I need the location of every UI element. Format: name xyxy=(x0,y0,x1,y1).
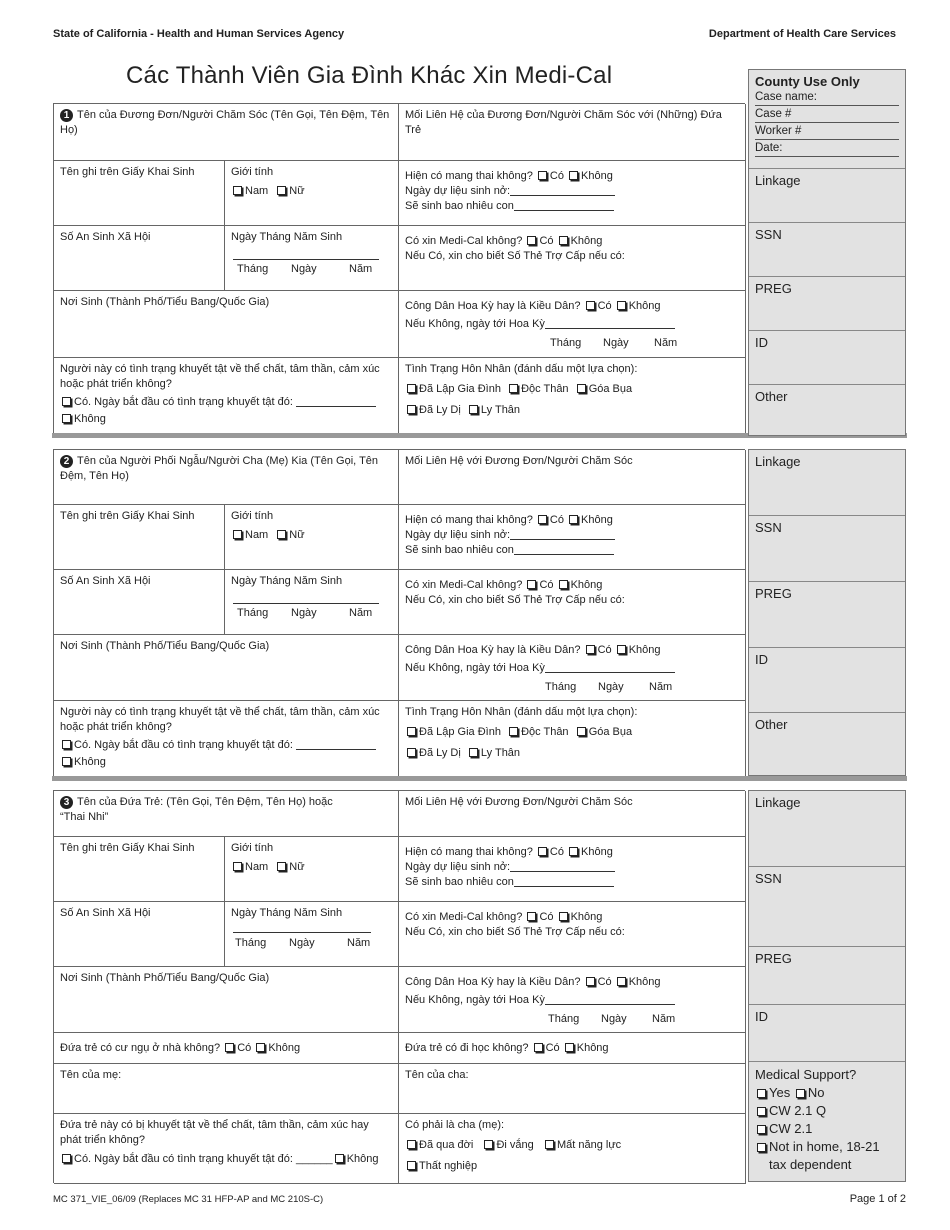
apply-medical-label: Có xin Medi-Cal không? xyxy=(405,235,523,247)
section-1 xyxy=(53,103,745,435)
gender-label: Giới tính xyxy=(231,842,274,854)
ssn-box[interactable] xyxy=(749,223,905,277)
gender-label: Giới tính xyxy=(231,166,274,178)
pregnant-no-checkbox[interactable] xyxy=(569,847,578,856)
single-label: Độc Thân xyxy=(521,383,569,395)
divorced-checkbox[interactable] xyxy=(407,405,416,414)
citizen-label: Công Dân Hoa Kỳ hay là Kiều Dân? xyxy=(405,976,581,988)
county-use-panel xyxy=(748,69,906,436)
pregnancy-field xyxy=(399,505,746,570)
linkage-label: Linkage xyxy=(755,795,801,810)
birthplace-label: Nơi Sinh (Thành Phố/Tiểu Bang/Quốc Gia) xyxy=(60,972,270,984)
month-label: Tháng xyxy=(548,1013,580,1025)
applicant-name-label: Tên của Đương Đơn/Người Chăm Sóc (Tên Gọi, Tên Đệm, Tên Họ) xyxy=(60,109,390,136)
county-use-panel-3 xyxy=(748,790,906,1182)
pregnant-label: Hiện có mang thai không? xyxy=(405,514,533,526)
father-name-field[interactable] xyxy=(399,1064,746,1114)
apply-no-checkbox[interactable] xyxy=(559,236,568,245)
pregnant-yes-checkbox[interactable] xyxy=(538,515,547,524)
dob-label: Ngày Tháng Năm Sinh xyxy=(231,575,343,587)
child-name-field[interactable] xyxy=(54,791,399,837)
medical-no-label: No xyxy=(807,1085,825,1100)
cw21q-label: CW 2.1 Q xyxy=(769,1103,827,1118)
male-label: Nam xyxy=(245,529,269,541)
id-box[interactable] xyxy=(749,331,905,385)
section-number-2: 2 xyxy=(60,455,73,468)
section-3 xyxy=(53,790,745,1183)
divorced-label: Đã Ly Dị xyxy=(419,747,461,759)
pregnant-label: Hiện có mang thai không? xyxy=(405,170,533,182)
year-label: Năm xyxy=(347,937,371,949)
separated-checkbox[interactable] xyxy=(469,748,478,757)
day-label: Ngày xyxy=(289,937,315,949)
dob-label: Ngày Tháng Năm Sinh xyxy=(231,231,343,243)
ssn-label: SSN xyxy=(755,871,782,886)
dob-line xyxy=(233,259,379,260)
no-label: Không xyxy=(346,1153,379,1165)
day-label: Ngày xyxy=(598,681,624,693)
gender-field xyxy=(225,505,399,570)
school-yes-checkbox[interactable] xyxy=(534,1043,543,1052)
dob-field[interactable] xyxy=(225,570,399,635)
dob-line xyxy=(233,932,371,933)
citizen-no-checkbox[interactable] xyxy=(617,977,626,986)
birthplace-field[interactable] xyxy=(54,635,399,701)
widowed-checkbox[interactable] xyxy=(577,384,586,393)
arrival-label: Nếu Không, ngày tới Hoa Kỳ xyxy=(405,662,545,674)
lives-home-no-checkbox[interactable] xyxy=(256,1043,265,1052)
citizen-yes-checkbox[interactable] xyxy=(586,301,595,310)
year-label: Năm xyxy=(349,607,373,619)
month-label: Tháng xyxy=(545,681,577,693)
other-box[interactable] xyxy=(749,385,905,437)
county-use-title: County Use Only xyxy=(755,74,860,89)
birthplace-label: Nơi Sinh (Thành Phố/Tiểu Bang/Quốc Gia) xyxy=(60,640,270,652)
lives-home-yes-checkbox[interactable] xyxy=(225,1043,234,1052)
no-label: Không xyxy=(628,976,661,988)
relation-label: Mối Liên Hệ của Đương Đơn/Người Chăm Sóc với (Những) Đứa Trẻ xyxy=(405,109,722,136)
pregnant-label: Hiện có mang thai không? xyxy=(405,846,533,858)
citizen-field xyxy=(399,967,746,1033)
married-label: Đã Lập Gia Đình xyxy=(419,726,501,738)
no-label: Không xyxy=(74,413,106,425)
male-label: Nam xyxy=(245,861,269,873)
single-label: Độc Thân xyxy=(521,726,569,738)
apply-medical-field xyxy=(399,902,746,967)
linkage-box[interactable] xyxy=(749,450,905,516)
no-label: Không xyxy=(570,235,603,247)
birthplace-field[interactable] xyxy=(54,967,399,1033)
apply-yes-checkbox[interactable] xyxy=(527,236,536,245)
apply-medical-label: Có xin Medi-Cal không? xyxy=(405,579,523,591)
benefit-card-label: Nếu Có, xin cho biết Số Thẻ Trợ Cấp nếu có: xyxy=(405,250,625,262)
single-checkbox[interactable] xyxy=(509,727,518,736)
yes-label: Có xyxy=(545,1042,560,1054)
citizen-no-checkbox[interactable] xyxy=(617,301,626,310)
marital-field xyxy=(399,358,746,436)
ssn-box[interactable] xyxy=(749,867,905,947)
page-title: Các Thành Viên Gia Đình Khác Xin Medi-Cal xyxy=(126,62,613,89)
pregnant-yes-checkbox[interactable] xyxy=(538,847,547,856)
school-no-checkbox[interactable] xyxy=(565,1043,574,1052)
child-disability-field xyxy=(54,1114,399,1184)
ssn-label: SSN xyxy=(755,520,782,535)
pregnant-no-checkbox[interactable] xyxy=(569,171,578,180)
day-label: Ngày xyxy=(291,607,317,619)
due-date-label: Ngày dự liệu sinh nở: xyxy=(405,861,511,873)
female-checkbox[interactable] xyxy=(277,530,286,539)
applicant-name-field[interactable] xyxy=(54,104,399,161)
id-box[interactable] xyxy=(749,648,905,713)
married-checkbox[interactable] xyxy=(407,727,416,736)
marital-field xyxy=(399,701,746,778)
no-label: Không xyxy=(576,1042,609,1054)
single-checkbox[interactable] xyxy=(509,384,518,393)
apply-medical-label: Có xin Medi-Cal không? xyxy=(405,911,523,923)
medical-support-label: Medical Support? xyxy=(755,1067,857,1082)
due-date-input[interactable] xyxy=(510,871,615,872)
yes-label: Có xyxy=(549,170,564,182)
school-label: Đứa trẻ có đi học không? xyxy=(405,1042,529,1054)
day-label: Ngày xyxy=(291,263,317,275)
preg-label: PREG xyxy=(755,951,792,966)
child-relation-field[interactable] xyxy=(399,791,746,837)
pregnant-no-checkbox[interactable] xyxy=(569,515,578,524)
dob-field[interactable] xyxy=(225,902,399,967)
relation-label: Mối Liên Hệ với Đương Đơn/Người Chăm Sóc xyxy=(405,796,633,808)
citizen-field xyxy=(399,635,746,701)
preg-box[interactable] xyxy=(749,277,905,331)
marital-label: Tình Trạng Hôn Nhân (đánh dấu một lựa chọn): xyxy=(405,706,638,718)
unborn-label: “Thai Nhi” xyxy=(60,811,109,823)
disability-yes-label: Có. Ngày bắt đầu có tình trạng khuyết tật đó: xyxy=(74,739,293,751)
lives-home-label: Đứa trẻ có cư ngụ ở nhà không? xyxy=(60,1042,221,1054)
no-label: Không xyxy=(581,514,613,526)
birth-cert-name-label: Tên ghi trên Giấy Khai Sinh xyxy=(60,842,195,854)
widowed-label: Góa Bụa xyxy=(588,383,633,395)
ssn-box[interactable] xyxy=(749,516,905,582)
disability-field xyxy=(54,358,399,436)
preg-label: PREG xyxy=(755,586,792,601)
case-number-field[interactable]: Case # xyxy=(755,106,899,123)
married-checkbox[interactable] xyxy=(407,384,416,393)
disability-no-checkbox[interactable] xyxy=(62,414,71,423)
child-disability-label: Đứa trẻ này có bị khuyết tật về thể chất, tâm thần, cảm xúc hay phát triển không? xyxy=(60,1119,369,1146)
dob-label: Ngày Tháng Năm Sinh xyxy=(231,907,343,919)
how-many-label: Sẽ sinh bao nhiêu con xyxy=(405,200,514,212)
how-many-input[interactable] xyxy=(514,554,614,555)
year-label: Năm xyxy=(652,1013,676,1025)
due-date-label: Ngày dự liệu sinh nở: xyxy=(405,185,511,197)
yes-label: Có xyxy=(549,514,564,526)
section-number-3: 3 xyxy=(60,796,73,809)
ssn-label: Số An Sinh Xã Hội xyxy=(60,575,151,587)
month-label: Tháng xyxy=(550,337,582,349)
female-label: Nữ xyxy=(289,861,305,873)
day-label: Ngày xyxy=(601,1013,627,1025)
female-checkbox[interactable] xyxy=(277,862,286,871)
ssn-field[interactable] xyxy=(54,570,225,635)
arrival-input[interactable] xyxy=(545,672,675,673)
not-in-home-label: Not in home, 18-21 xyxy=(769,1139,880,1154)
applicant-relation-field[interactable] xyxy=(399,104,746,161)
linkage-box[interactable] xyxy=(749,791,905,867)
yes-label: Có xyxy=(597,300,612,312)
other-box[interactable] xyxy=(749,713,905,777)
due-date-input[interactable] xyxy=(510,539,615,540)
citizen-label: Công Dân Hoa Kỳ hay là Kiều Dân? xyxy=(405,644,581,656)
citizen-yes-checkbox[interactable] xyxy=(586,645,595,654)
cw21-label: CW 2.1 xyxy=(769,1121,813,1136)
linkage-label: Linkage xyxy=(755,173,801,188)
ssn-field[interactable] xyxy=(54,226,225,291)
medical-yes-label: Yes xyxy=(769,1085,791,1100)
absent-checkbox[interactable] xyxy=(484,1140,493,1149)
pregnant-yes-checkbox[interactable] xyxy=(538,171,547,180)
yes-label: Có xyxy=(539,911,554,923)
incapacitated-label: Mất năng lực xyxy=(556,1139,622,1151)
citizen-yes-checkbox[interactable] xyxy=(586,977,595,986)
mother-name-label: Tên của mẹ: xyxy=(60,1069,122,1081)
arrival-input[interactable] xyxy=(545,1004,675,1005)
how-many-input[interactable] xyxy=(514,210,614,211)
no-label: Không xyxy=(570,579,603,591)
ssn-label: Số An Sinh Xã Hội xyxy=(60,907,151,919)
how-many-input[interactable] xyxy=(514,886,614,887)
disability-date-input[interactable] xyxy=(296,749,376,750)
year-label: Năm xyxy=(654,337,678,349)
arrival-input[interactable] xyxy=(545,328,675,329)
incapacitated-checkbox[interactable] xyxy=(545,1140,554,1149)
citizen-field xyxy=(399,291,746,358)
page-number: Page 1 of 2 xyxy=(849,1193,906,1205)
disability-yes-checkbox[interactable] xyxy=(62,397,71,406)
yes-label: Có xyxy=(237,1042,252,1054)
widowed-checkbox[interactable] xyxy=(577,727,586,736)
case-name-field[interactable]: Case name: xyxy=(755,89,899,106)
gender-field xyxy=(225,837,399,902)
form-number: MC 371_VIE_06/09 (Replaces MC 31 HFP-AP and MC 210S-C) xyxy=(53,1194,324,1205)
benefit-card-label: Nếu Có, xin cho biết Số Thẻ Trợ Cấp nếu có: xyxy=(405,594,625,606)
apply-yes-checkbox[interactable] xyxy=(527,912,536,921)
pregnancy-field xyxy=(399,161,746,226)
preg-label: PREG xyxy=(755,281,792,296)
female-label: Nữ xyxy=(289,185,305,197)
month-label: Tháng xyxy=(237,263,269,275)
male-checkbox[interactable] xyxy=(233,530,242,539)
section-number-1: 1 xyxy=(60,109,73,122)
no-label: Không xyxy=(74,756,106,768)
male-label: Nam xyxy=(245,185,269,197)
due-date-input[interactable] xyxy=(510,195,615,196)
mother-name-field[interactable] xyxy=(54,1064,399,1114)
department-header: Department of Health Care Services xyxy=(708,28,896,40)
deceased-label: Đã qua đời xyxy=(419,1139,474,1151)
other-label: Other xyxy=(755,717,788,732)
county-info xyxy=(749,70,905,169)
linkage-box[interactable] xyxy=(749,169,905,223)
disability-yes-label: Có. Ngày bắt đầu có tình trạng khuyết tật đó: xyxy=(74,396,293,408)
birthplace-field[interactable] xyxy=(54,291,399,358)
no-label: Không xyxy=(581,846,613,858)
disability-date-input[interactable] xyxy=(296,406,376,407)
ssn-field[interactable] xyxy=(54,902,225,967)
lives-home-field xyxy=(54,1033,399,1064)
child-disability-yes-checkbox[interactable] xyxy=(62,1154,71,1163)
no-label: Không xyxy=(581,170,613,182)
medical-no-checkbox[interactable] xyxy=(796,1089,805,1098)
medical-yes-checkbox[interactable] xyxy=(757,1089,766,1098)
yes-label: Có xyxy=(539,579,554,591)
deceased-checkbox[interactable] xyxy=(407,1140,416,1149)
arrival-label: Nếu Không, ngày tới Hoa Kỳ xyxy=(405,994,545,1006)
spouse-relation-field[interactable] xyxy=(399,450,746,505)
widowed-label: Góa Bụa xyxy=(588,726,633,738)
divorced-checkbox[interactable] xyxy=(407,748,416,757)
year-label: Năm xyxy=(649,681,673,693)
spouse-name-label: Tên của Người Phối Ngẫu/Người Cha (Mẹ) Kia (Tên Gọi, Tên Đệm, Tên Họ) xyxy=(60,455,379,482)
dob-line xyxy=(233,603,379,604)
disability-field xyxy=(54,701,399,778)
benefit-card-label: Nếu Có, xin cho biết Số Thẻ Trợ Cấp nếu có: xyxy=(405,926,625,938)
medical-support-box xyxy=(749,1062,905,1183)
dob-field[interactable] xyxy=(225,226,399,291)
no-label: Không xyxy=(628,300,661,312)
married-label: Đã Lập Gia Đình xyxy=(419,383,501,395)
apply-no-checkbox[interactable] xyxy=(559,580,568,589)
due-date-label: Ngày dự liệu sinh nở: xyxy=(405,529,511,541)
preg-box[interactable] xyxy=(749,582,905,648)
other-label: Other xyxy=(755,389,788,404)
spouse-name-field[interactable] xyxy=(54,450,399,505)
relation-label: Mối Liên Hệ với Đương Đơn/Người Chăm Sóc xyxy=(405,455,633,467)
county-use-panel-2 xyxy=(748,449,906,776)
birth-cert-name-field[interactable] xyxy=(54,837,225,902)
tax-dependent-label: tax dependent xyxy=(769,1157,852,1172)
marital-label: Tình Trạng Hôn Nhân (đánh dấu một lựa chọn): xyxy=(405,363,638,375)
agency-header: State of California - Health and Human Services Agency xyxy=(53,28,345,40)
arrival-label: Nếu Không, ngày tới Hoa Kỳ xyxy=(405,318,545,330)
apply-yes-checkbox[interactable] xyxy=(527,580,536,589)
yes-label: Có xyxy=(597,644,612,656)
birthplace-label: Nơi Sinh (Thành Phố/Tiểu Bang/Quốc Gia) xyxy=(60,296,270,308)
cw21q-checkbox[interactable] xyxy=(757,1107,766,1116)
month-label: Tháng xyxy=(237,607,269,619)
ssn-label: Số An Sinh Xã Hội xyxy=(60,231,151,243)
id-label: ID xyxy=(755,1009,768,1024)
birth-cert-name-label: Tên ghi trên Giấy Khai Sinh xyxy=(60,166,195,178)
birth-cert-name-field[interactable] xyxy=(54,505,225,570)
cw21-checkbox[interactable] xyxy=(757,1125,766,1134)
no-label: Không xyxy=(570,911,603,923)
disability-label: Người này có tình trạng khuyết tật về thể chất, tâm thần, cảm xúc hoặc phát triển không? xyxy=(60,706,380,733)
no-label: Không xyxy=(628,644,661,656)
yes-label: Có xyxy=(539,235,554,247)
how-many-label: Sẽ sinh bao nhiêu con xyxy=(405,544,514,556)
unemployed-label: Thất nghiệp xyxy=(419,1160,478,1172)
preg-box[interactable] xyxy=(749,947,905,1005)
not-in-home-checkbox[interactable] xyxy=(757,1143,766,1152)
father-name-label: Tên của cha: xyxy=(405,1069,469,1081)
female-label: Nữ xyxy=(289,529,305,541)
id-label: ID xyxy=(755,335,768,350)
id-box[interactable] xyxy=(749,1005,905,1062)
gender-field xyxy=(225,161,399,226)
male-checkbox[interactable] xyxy=(233,186,242,195)
separated-label: Ly Thân xyxy=(480,747,521,759)
no-label: Không xyxy=(268,1042,301,1054)
citizen-label: Công Dân Hoa Kỳ hay là Kiều Dân? xyxy=(405,300,581,312)
absent-label: Đi vắng xyxy=(496,1139,534,1151)
divorced-label: Đã Ly Dị xyxy=(419,404,461,416)
disability-label: Người này có tình trạng khuyết tật về thể chất, tâm thần, cảm xúc hoặc phát triển không? xyxy=(60,363,380,390)
parent-status-field xyxy=(399,1114,746,1184)
unemployed-checkbox[interactable] xyxy=(407,1161,416,1170)
child-disability-yes-label: Có. Ngày bắt đầu có tình trạng khuyết tật đó: ______ xyxy=(74,1153,333,1165)
pregnancy-field xyxy=(399,837,746,902)
separated-checkbox[interactable] xyxy=(469,405,478,414)
id-label: ID xyxy=(755,652,768,667)
yes-label: Có xyxy=(549,846,564,858)
disability-no-checkbox[interactable] xyxy=(62,757,71,766)
worker-number-field[interactable]: Worker # xyxy=(755,123,899,140)
date-field[interactable]: Date: xyxy=(755,140,899,157)
female-checkbox[interactable] xyxy=(277,186,286,195)
how-many-label: Sẽ sinh bao nhiêu con xyxy=(405,876,514,888)
birth-cert-name-label: Tên ghi trên Giấy Khai Sinh xyxy=(60,510,195,522)
month-label: Tháng xyxy=(235,937,267,949)
school-field xyxy=(399,1033,746,1064)
year-label: Năm xyxy=(349,263,373,275)
parent-status-label: Có phải là cha (mẹ): xyxy=(405,1119,505,1131)
citizen-no-checkbox[interactable] xyxy=(617,645,626,654)
section-2 xyxy=(53,449,745,777)
apply-medical-field xyxy=(399,226,746,291)
gender-label: Giới tính xyxy=(231,510,274,522)
disability-yes-checkbox[interactable] xyxy=(62,740,71,749)
apply-medical-field xyxy=(399,570,746,635)
apply-no-checkbox[interactable] xyxy=(559,912,568,921)
child-disability-no-checkbox[interactable] xyxy=(335,1154,344,1163)
birth-cert-name-field[interactable] xyxy=(54,161,225,226)
separated-label: Ly Thân xyxy=(480,404,521,416)
linkage-label: Linkage xyxy=(755,454,801,469)
male-checkbox[interactable] xyxy=(233,862,242,871)
ssn-label: SSN xyxy=(755,227,782,242)
child-name-label: Tên của Đứa Trẻ: (Tên Gọi, Tên Đệm, Tên Họ) hoặc xyxy=(77,796,333,808)
day-label: Ngày xyxy=(603,337,629,349)
yes-label: Có xyxy=(597,976,612,988)
